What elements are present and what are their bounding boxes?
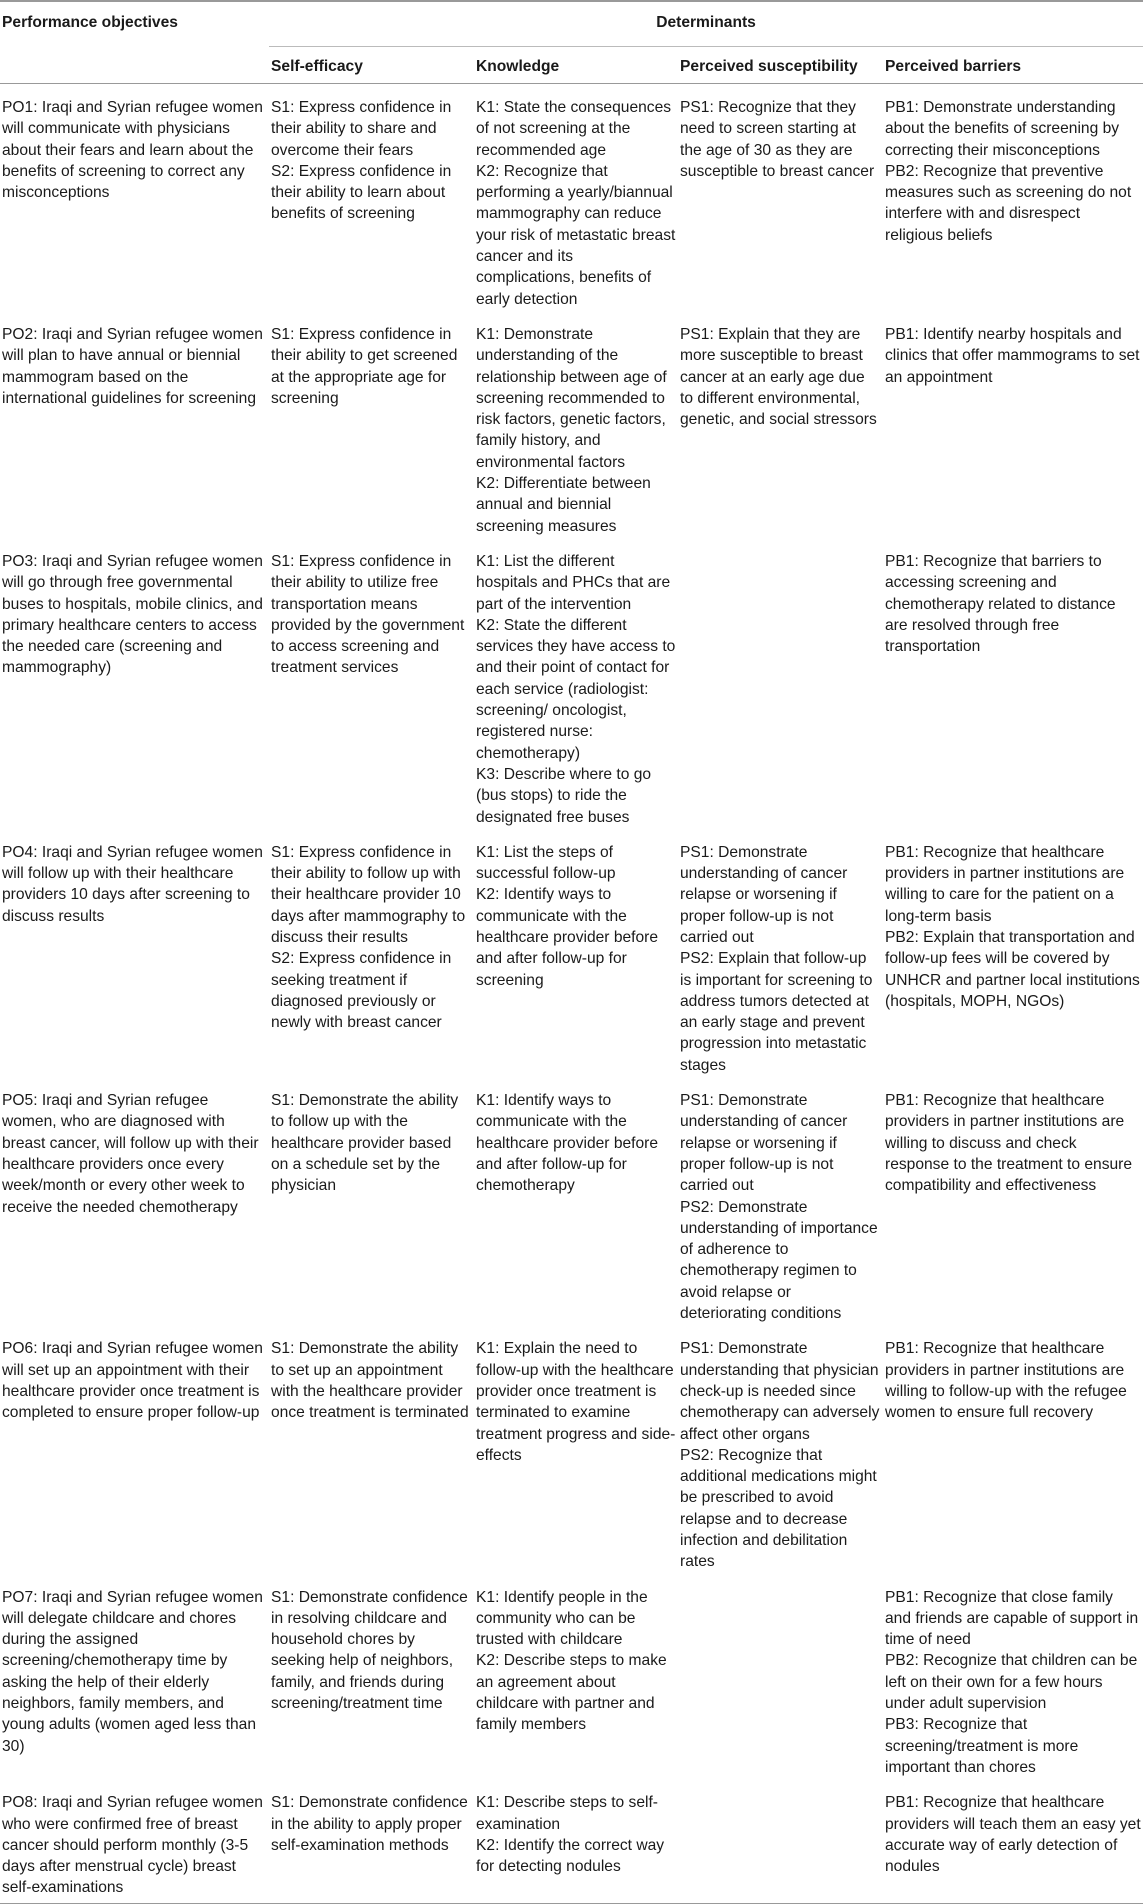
knowledge-cell (474, 1325, 678, 1573)
perceived-barriers-cell (883, 1325, 1143, 1573)
performance-objective-cell: PO6: Iraqi and Syrian refugee women will set up an appointment with their healthcare provider once treatment is completed to ensure proper follow-up (2, 1340, 263, 1422)
performance-objective-cell: PO1: Iraqi and Syrian refugee women will communicate with physicians about their fears and learn about the benefits of screening to correct any misconceptions (2, 99, 263, 202)
perceived-barriers-item: PB1: Identify nearby hospitals and clinics that offer mammograms to set an appointment (885, 325, 1140, 386)
self-efficacy-cell (269, 1325, 474, 1573)
header-row-columns (0, 47, 1143, 84)
knowledge-item: K2: State the different services they have access to and their point of contact for each service (radiologist: screening/ oncologist, registered nurse: chemotherapy) (476, 616, 676, 762)
knowledge-item: K2: Identify the correct way for detecting nodules (476, 1836, 665, 1876)
perceived-susceptibility-cell (678, 1077, 883, 1325)
perceived-barriers-cell (883, 84, 1143, 311)
self-efficacy-cell (269, 538, 474, 829)
table-row (0, 829, 1143, 1077)
knowledge-cell (474, 1574, 678, 1780)
table-body (0, 84, 1143, 1904)
knowledge-item: K3: Describe where to go (bus stops) to ride the designated free buses (476, 765, 652, 826)
perceived-barriers-cell (883, 1779, 1143, 1903)
self-efficacy-item: S1: Demonstrate the ability to set up an appointment with the healthcare provider once treatment is terminated (271, 1340, 469, 1422)
self-efficacy-item: S1: Express confidence in their ability to utilize free transportation means provided by the government to access screening and treatment services (271, 552, 465, 677)
knowledge-cell (474, 538, 678, 829)
perceived-susceptibility-cell (678, 1574, 883, 1780)
perceived-barriers-item: PB2: Explain that transportation and follow-up fees will be covered by UNHCR and partner local institutions (hospitals, MOPH, NGOs) (885, 928, 1140, 1010)
table-row (0, 1077, 1143, 1325)
knowledge-item: K1: Identify ways to communicate with the healthcare provider before and after follow-up for chemotherapy (476, 1092, 659, 1195)
knowledge-cell (474, 311, 678, 538)
self-efficacy-cell (269, 311, 474, 538)
perceived-susceptibility-cell (678, 1325, 883, 1573)
self-efficacy-item: S1: Express confidence in their ability to get screened at the appropriate age for screening (271, 325, 458, 407)
perceived-barriers-item: PB1: Demonstrate understanding about the benefits of screening by correcting their misconceptions (885, 99, 1120, 159)
performance-objective-cell: PO7: Iraqi and Syrian refugee women will delegate childcare and chores during the assigned screening/chemotherapy time by asking the help of their elderly neighbors, family members, and young adults (women aged less than 30) (2, 1588, 263, 1755)
perceived-susceptibility-item: PS2: Recognize that additional medications might be prescribed to avoid relapse and to decrease infection and debilitation rates (680, 1446, 877, 1571)
performance-objective-cell: PO2: Iraqi and Syrian refugee women will plan to have annual or biennial mammogram based on the international guidelines for screening (2, 325, 263, 407)
self-efficacy-cell (269, 1077, 474, 1325)
header-determinants: Determinants (269, 1, 1143, 47)
knowledge-item: K2: Recognize that performing a yearly/biannual mammography can reduce your risk of metastatic breast cancer and its complications, benefits of early detection (476, 162, 676, 308)
self-efficacy-cell (269, 84, 474, 311)
self-efficacy-item: S1: Demonstrate confidence in resolving childcare and household chores by seeking help of neighbors, family, and friends during screening/treatment time (271, 1588, 468, 1713)
self-efficacy-cell (269, 829, 474, 1077)
perceived-susceptibility-item: PS1: Demonstrate understanding that physician check-up is needed since chemotherapy can adversely affect other organs (680, 1340, 880, 1443)
perceived-susceptibility-cell (678, 1779, 883, 1903)
perceived-barriers-item: PB3: Recognize that screening/treatment is more important than chores (885, 1716, 1079, 1776)
header-empty (0, 47, 269, 84)
perceived-susceptibility-cell (678, 538, 883, 829)
knowledge-item: K1: State the consequences of not screening at the recommended age (476, 99, 672, 159)
header-self-efficacy: Self-efficacy (269, 47, 474, 84)
table-row (0, 311, 1143, 538)
performance-objective-cell: PO3: Iraqi and Syrian refugee women will go through free governmental buses to hospitals, mobile clinics, and primary healthcare centers to access the needed care (screening and mammography) (2, 552, 263, 677)
perceived-barriers-item: PB1: Recognize that healthcare providers in partner institutions are willing to care for the patient on a long-term basis (885, 843, 1125, 925)
knowledge-item: K1: Describe steps to self-examination (476, 1794, 659, 1833)
performance-objective-cell: PO4: Iraqi and Syrian refugee women will follow up with their healthcare providers 10 days after screening to discuss results (2, 843, 263, 925)
perceived-barriers-item: PB2: Recognize that preventive measures such as screening do not interfere with and disrespect religious beliefs (885, 162, 1132, 244)
perceived-barriers-cell (883, 538, 1143, 829)
knowledge-item: K2: Describe steps to make an agreement about childcare with partner and family members (476, 1652, 667, 1734)
perceived-susceptibility-item: PS1: Demonstrate understanding of cancer relapse or worsening if proper follow-up is not carried out (680, 843, 848, 946)
knowledge-cell (474, 829, 678, 1077)
table-row (0, 1325, 1143, 1573)
self-efficacy-cell (269, 1779, 474, 1903)
knowledge-item: K1: List the different hospitals and PHCs that are part of the intervention (476, 552, 671, 613)
self-efficacy-item: S1: Express confidence in their ability to follow up with their healthcare provider 10 days after mammography to discuss their results (271, 843, 466, 946)
perceived-susceptibility-cell (678, 311, 883, 538)
self-efficacy-item: S1: Express confidence in their ability to share and overcome their fears (271, 99, 452, 159)
self-efficacy-item: S2: Express confidence in their ability to learn about benefits of screening (271, 162, 452, 223)
perceived-barriers-item: PB1: Recognize that healthcare providers will teach them an easy yet accurate way of early detection of nodules (885, 1794, 1141, 1876)
perceived-barriers-item: PB1: Recognize that barriers to accessing screening and chemotherapy related to distance are resolved through free transportation (885, 552, 1116, 656)
perceived-barriers-cell (883, 311, 1143, 538)
table-row (0, 538, 1143, 829)
header-performance-objectives: Performance objectives (0, 1, 269, 47)
perceived-barriers-cell (883, 1574, 1143, 1780)
perceived-susceptibility-item: PS1: Recognize that they need to screen starting at the age of 30 as they are susceptible to breast cancer (680, 99, 875, 180)
perceived-barriers-cell (883, 829, 1143, 1077)
header-perceived-barriers: Perceived barriers (883, 47, 1143, 84)
performance-objective-cell: PO5: Iraqi and Syrian refugee women, who are diagnosed with breast cancer, will follow up with their healthcare providers once every week/month or every other week to receive the needed chemotherapy (2, 1092, 259, 1216)
perceived-susceptibility-item: PS2: Demonstrate understanding of importance of adherence to chemotherapy regimen to avoid relapse or deteriorating conditions (680, 1198, 878, 1323)
header-row-top (0, 1, 1143, 47)
knowledge-item: K1: List the steps of successful follow-up (476, 843, 616, 883)
table-row (0, 1574, 1143, 1780)
perceived-barriers-item: PB1: Recognize that healthcare providers in partner institutions are willing to follow-up with the refugee women to ensure full recovery (885, 1340, 1127, 1422)
self-efficacy-cell (269, 1574, 474, 1780)
perceived-susceptibility-item: PS2: Explain that follow-up is important for screening to address tumors detected at an early stage and prevent progression into metastatic stages (680, 950, 873, 1074)
knowledge-item: K1: Explain the need to follow-up with the healthcare provider once treatment is terminated to examine treatment progress and side-effects (476, 1340, 676, 1464)
perceived-barriers-item: PB1: Recognize that healthcare providers in partner institutions are willing to discuss and check response to the treatment to ensure compatibility and effectiveness (885, 1092, 1133, 1195)
knowledge-item: K1: Identify people in the community who can be trusted with childcare (476, 1588, 648, 1649)
perceived-susceptibility-item: PS1: Demonstrate understanding of cancer relapse or worsening if proper follow-up is not carried out (680, 1092, 848, 1195)
table-row (0, 84, 1143, 311)
perceived-susceptibility-cell (678, 829, 883, 1077)
knowledge-cell (474, 1077, 678, 1325)
perceived-barriers-item: PB2: Recognize that children can be left on their own for a few hours under adult supervision (885, 1652, 1138, 1713)
perceived-barriers-item: PB1: Recognize that close family and friends are capable of support in time of need (885, 1588, 1139, 1649)
knowledge-item: K2: Differentiate between annual and biennial screening measures (476, 475, 651, 535)
self-efficacy-item: S1: Demonstrate the ability to follow up with the healthcare provider based on a schedule set by the physician (271, 1092, 459, 1195)
perceived-barriers-cell (883, 1077, 1143, 1325)
knowledge-cell (474, 1779, 678, 1903)
header-perceived-susceptibility: Perceived susceptibility (678, 47, 883, 84)
knowledge-item: K1: Demonstrate understanding of the relationship between age of screening recommended to risk factors, genetic factors, family history, and environmental factors (476, 325, 667, 471)
perceived-susceptibility-item: PS1: Explain that they are more susceptible to breast cancer at an early age due to different environmental, genetic, and social stressors (680, 325, 877, 429)
knowledge-item: K2: Identify ways to communicate with the healthcare provider before and after follow-up for screening (476, 886, 659, 989)
table-header (0, 1, 1143, 84)
self-efficacy-item: S2: Express confidence in seeking treatment if diagnosed previously or newly with breast cancer (271, 950, 452, 1032)
perceived-susceptibility-cell (678, 84, 883, 311)
self-efficacy-item: S1: Demonstrate confidence in the ability to apply proper self-examination methods (271, 1794, 468, 1854)
table-row (0, 1779, 1143, 1903)
header-knowledge: Knowledge (474, 47, 678, 84)
knowledge-cell (474, 84, 678, 311)
performance-objective-cell: PO8: Iraqi and Syrian refugee women who were confirmed free of breast cancer should perform monthly (3-5 days after menstrual cycle) breast self-examinations (0, 1779, 269, 1903)
